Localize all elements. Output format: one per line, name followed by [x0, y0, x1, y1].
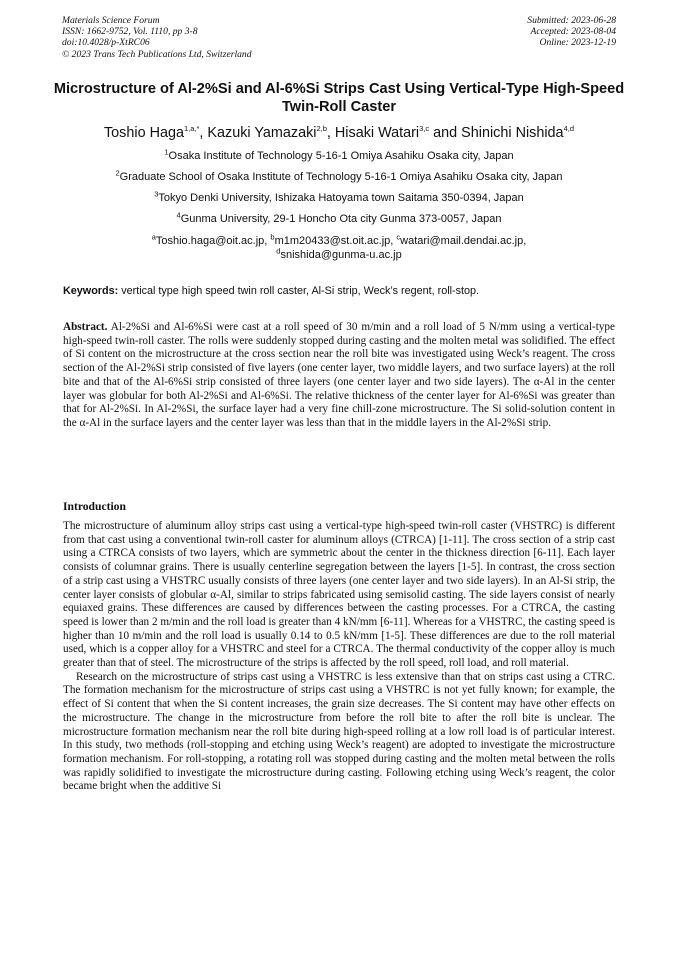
- email-link[interactable]: watari@mail.dendai.ac.jp,: [400, 235, 527, 247]
- affiliation-text: Graduate School of Osaka Institute of Technology 5-16-1 Omiya Asahiku Osaka city, Japan: [119, 171, 563, 183]
- email-mark: b: [270, 232, 275, 242]
- author-affiliation-mark: 3,c: [419, 124, 430, 134]
- paper-title: Microstructure of Al-2%Si and Al-6%Si Strips Cast Using Vertical-Type High-Speed Twin-Roll Caster: [53, 81, 625, 115]
- author-list: [20, 124, 658, 142]
- introduction-heading: Introduction: [63, 500, 126, 513]
- affiliation-text: Osaka Institute of Technology 5-16-1 Omiya Asahiku Osaka city, Japan: [168, 150, 514, 162]
- affiliation-mark: 3: [154, 189, 159, 199]
- email-line-2: [20, 246, 658, 262]
- author-affiliation-mark: 1,a,*: [183, 124, 200, 134]
- affiliation-1: [20, 147, 658, 163]
- keywords-label: Keywords:: [63, 285, 119, 297]
- affiliation-3: [20, 189, 658, 205]
- affiliation-2: [20, 168, 658, 184]
- journal-info-header: [62, 15, 252, 60]
- journal-issn: ISSN: 1662-9752, Vol. 1110, pp 3-8: [62, 26, 198, 38]
- online-date: Online: 2023-12-19: [539, 37, 616, 49]
- author-name: Hisaki Watari: [334, 125, 420, 141]
- email-link[interactable]: snishida@gunma-u.ac.jp: [280, 249, 402, 261]
- introduction-paragraph-2: Research on the microstructure of strips cast using a VHSTRC is less extensive than that on strips cast using a CTRC. The formation mechanism for the microstructure of strips cast using a VHSTRC is not yet fully known; for example, the effect of Si content that when the Si content increases, the grain size decreases. The Si content may have other effects on the microstructure. The change in the microstructure from before the roll bite to after the roll bite is unclear. The microstructure formation mechanism near the roll bite during high-speed rolling at a low roll load is of particular interest. In this study, two methods (roll-stopping and etching using Weck’s reagent) are adopted to investigate the microstructure formation mechanism. For roll-stopping, a rotating roll was stopped during casting and the molten metal between the rolls was rapidly solidified to investigate the microstructure during casting. Following etching using Weck’s reagent, the color became bright when the additive Si: [63, 670, 615, 793]
- keywords: [63, 285, 615, 298]
- email-mark: a: [151, 232, 156, 242]
- introduction-paragraph-1: The microstructure of aluminum alloy strips cast using a vertical-type high-speed twin-roll caster (VHSTRC) is different from that cast using a conventional twin-roll caster for aluminum alloys (CTRCA) [1-11]. The cross section of a strip cast using a CTRCA consists of two layers, which are symmetric about the center in the thickness direction [6-11]. Each layer consists of columnar grains. There is usually centerline segregation between the layers [1-5]. In contrast, the cross section of a strip cast using a VHSTRC usually consists of three layers (one center layer and two side layers). In an Al-Si strip, the center layer consists of globular α-Al, similar to strips fabricated using semisolid casting. The side layers consist of nearly equiaxed grains. These differences are caused by differences between the casting processes. For a CTRCA, the casting speed is lower than 2 m/min and the roll load is greater than 4 kN/mm [6-11]. Whereas for a VHSTRC, the casting speed is higher than 10 m/min and the roll load is usually 0.14 to 0.5 kN/mm [1-5]. These differences are due to the roll material used, which is a copper alloy for a VHSTRC and steel for a CTRCA. The thermal conductivity of the copper alloy is much greater than that of steel. The microstructure of the strips is affected by the roll speed, roll load, and roll material.: [63, 520, 615, 670]
- keywords-text: vertical type high speed twin roll caster, Al-Si strip, Weck’s regent, roll-stop.: [118, 285, 480, 297]
- author-affiliation-mark: 2,b: [316, 124, 327, 134]
- abstract-text: Al-2%Si and Al-6%Si were cast at a roll speed of 30 m/min and a roll load of 5 N/mm using a vertical-type high-speed twin-roll caster. The rolls were suddenly stopped during casting and the molten metal was solidified. The effect of Si content on the microstructure at the cross section near the roll bite was investigated using Weck’s reagent. The cross section of the Al-2%Si strip consisted of five layers (one center layer, two middle layers, and two surface layers) at the roll bite and that of the Al-6%Si strip consisted of three layers (one center layer and two side layers). The α-Al in the center layer was globular for both Al-2%Si and Al-6%Si. The relative thickness of the center layer for Al-6%Si was greater than that for Al-2%Si. In Al-2%Si, the surface layer had a very fine chill-zone microstructure. The Si solid-solution content in the α-Al in the surface layers and the center layer was less than that in the middle layers in the Al-2%Si strip.: [63, 321, 615, 429]
- affiliation-4: [20, 210, 658, 226]
- affiliation-text: Gunma University, 29-1 Honcho Ota city Gunma 373-0057, Japan: [180, 213, 502, 225]
- submitted-date: Submitted: 2023-06-28: [527, 15, 616, 26]
- email-link[interactable]: m1m20433@st.oit.ac.jp,: [274, 235, 397, 247]
- journal-copyright: © 2023 Trans Tech Publications Ltd, Switzerland: [62, 48, 252, 60]
- author-name: Toshio Haga: [103, 125, 184, 141]
- journal-name: Materials Science Forum: [62, 15, 160, 26]
- email-link[interactable]: Toshio.haga@oit.ac.jp,: [155, 235, 271, 247]
- abstract: [63, 321, 615, 431]
- author-affiliation-mark: 4,d: [563, 124, 574, 134]
- author-separator: ,: [326, 125, 335, 141]
- introduction-body: [63, 520, 615, 794]
- date-info-header: [527, 15, 616, 49]
- author-name: Kazuki Yamazaki: [207, 125, 317, 141]
- affiliation-mark: 1: [164, 147, 169, 157]
- email-mark: c: [396, 232, 401, 242]
- affiliation-text: Tokyo Denki University, Ishizaka Hatoyama town Saitama 350-0394, Japan: [158, 192, 524, 204]
- author-separator: ,: [199, 125, 208, 141]
- author-name: Shinichi Nishida: [461, 125, 564, 141]
- affiliation-mark: 2: [115, 168, 120, 178]
- accepted-date: Accepted: 2023-08-04: [530, 26, 616, 38]
- journal-doi: doi:10.4028/p-XtRC06: [62, 37, 150, 49]
- abstract-label: Abstract.: [63, 321, 108, 333]
- email-mark: d: [276, 246, 281, 256]
- author-separator: and: [429, 125, 462, 141]
- affiliation-mark: 4: [176, 210, 181, 220]
- email-line-1: [20, 232, 658, 248]
